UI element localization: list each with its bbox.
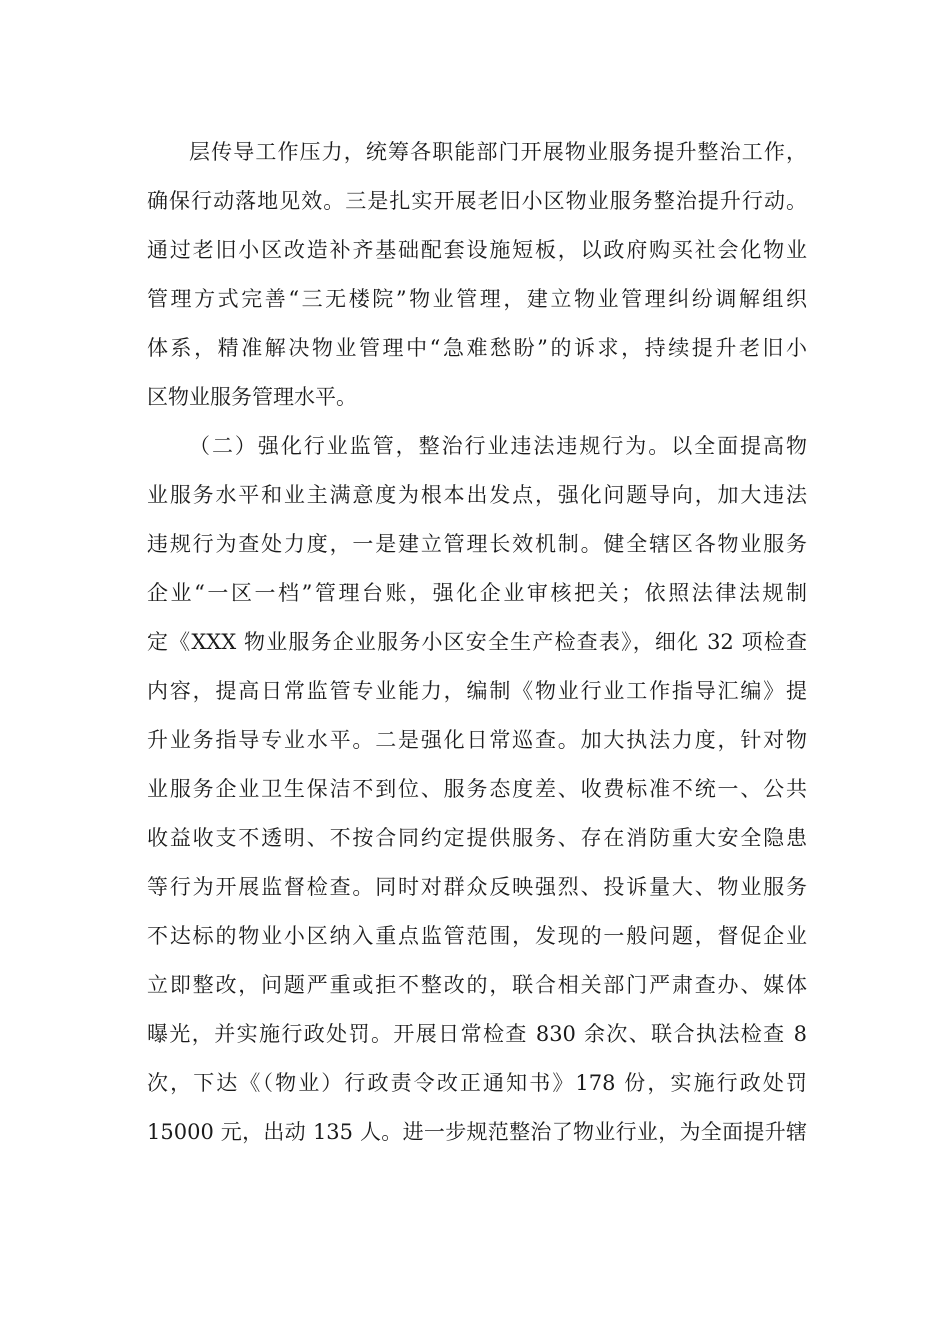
text-line: 确保行动落地见效。三是扎实开展老旧小区物业服务整治提升行动。 (147, 189, 807, 213)
text-line: 不达标的物业小区纳入重点监管范围，发现的一般问题，督促企业 (147, 924, 807, 948)
text-line: 等行为开展监督检查。同时对群众反映强烈、投诉量大、物业服务 (147, 875, 807, 899)
paragraph-1 (147, 128, 807, 422)
text-line: 通过老旧小区改造补齐基础配套设施短板，以政府购买社会化物业 (147, 238, 807, 262)
text-line: 区物业服务管理水平。 (147, 385, 357, 409)
text-line: 曝光，并实施行政处罚。开展日常检查 830 余次、联合执法检查 8 (147, 1022, 807, 1046)
text-line: 违规行为查处力度，一是建立管理长效机制。健全辖区各物业服务 (147, 532, 807, 556)
text-line: 收益收支不透明、不按合同约定提供服务、存在消防重大安全隐患 (147, 826, 807, 850)
text-line: 业服务水平和业主满意度为根本出发点，强化问题导向，加大违法 (147, 483, 807, 507)
text-line: （二）强化行业监管，整治行业违法违规行为。以全面提高物 (189, 434, 807, 458)
text-line: 企业“一区一档”管理台账，强化企业审核把关；依照法律法规制 (147, 581, 807, 605)
text-line: 体系，精准解决物业管理中“急难愁盼”的诉求，持续提升老旧小 (147, 336, 807, 360)
text-line: 层传导工作压力，统筹各职能部门开展物业服务提升整治工作， (189, 140, 807, 164)
text-line: 内容，提高日常监管专业能力，编制《物业行业工作指导汇编》提 (147, 679, 807, 703)
text-line: 定《XXX 物业服务企业服务小区安全生产检查表》，细化 32 项检查 (147, 630, 807, 654)
text-line: 15000 元，出动 135 人。进一步规范整治了物业行业，为全面提升辖 (147, 1120, 807, 1144)
text-line: 升业务指导专业水平。二是强化日常巡查。加大执法力度，针对物 (147, 728, 807, 752)
text-line: 立即整改，问题严重或拒不整改的，联合相关部门严肃查办、媒体 (147, 973, 807, 997)
text-line: 业服务企业卫生保洁不到位、服务态度差、收费标准不统一、公共 (147, 777, 807, 801)
text-line: 管理方式完善“三无楼院”物业管理，建立物业管理纠纷调解组织 (147, 287, 807, 311)
text-line: 次，下达《（物业）行政责令改正通知书》178 份，实施行政处罚 (147, 1071, 807, 1095)
paragraph-2 (147, 422, 807, 1157)
